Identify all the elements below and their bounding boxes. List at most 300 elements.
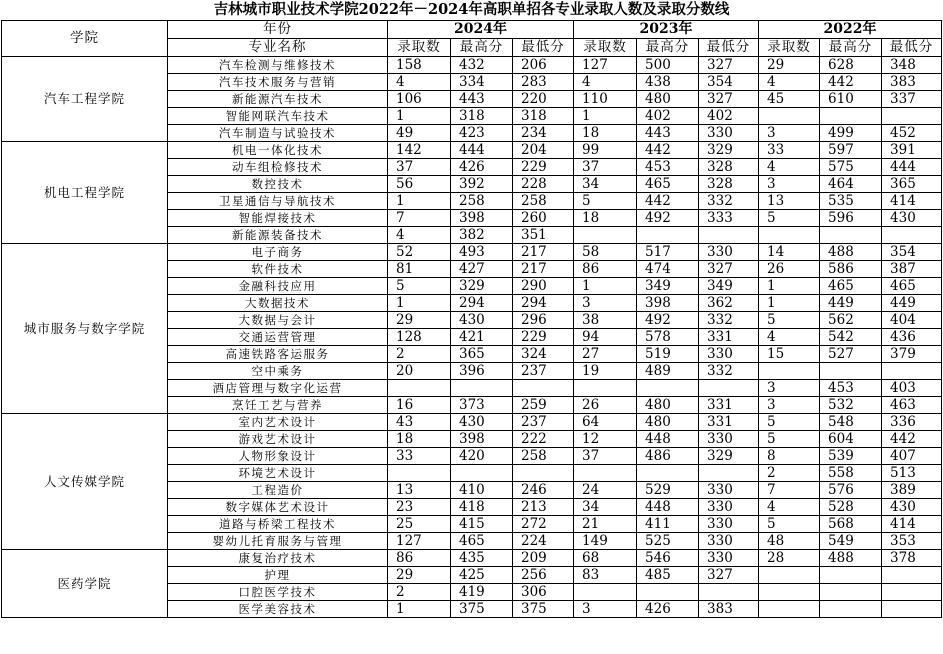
value-cell-2022-min: 407 [882, 448, 942, 465]
value-cell-2024-max: 373 [451, 397, 513, 414]
major-cell: 空中乘务 [168, 363, 388, 380]
value-cell-2022-count: 8 [759, 448, 820, 465]
value-cell-2022-max: 527 [820, 346, 882, 363]
value-cell-2022-count: 1 [759, 278, 820, 295]
college-cell: 人文传媒学院 [2, 414, 168, 550]
value-cell-2024-count: 43 [388, 414, 451, 431]
value-cell-2022-count [759, 601, 820, 618]
value-cell-2024-max: 423 [451, 125, 513, 142]
major-cell: 机电一体化技术 [168, 142, 388, 159]
value-cell-2022-count [759, 567, 820, 584]
value-cell-2022-max: 488 [820, 550, 882, 567]
value-cell-2023-max: 480 [637, 91, 699, 108]
value-cell-2022-max [820, 601, 882, 618]
value-cell-2024-max: 398 [451, 431, 513, 448]
value-cell-2024-min: 222 [513, 431, 574, 448]
value-cell-2023-max: 402 [637, 108, 699, 125]
value-cell-2022-count: 33 [759, 142, 820, 159]
value-cell-2024-min: 351 [513, 227, 574, 244]
value-cell-2024-min: 217 [513, 244, 574, 261]
value-cell-2024-max: 421 [451, 329, 513, 346]
value-cell-2023-min: 330 [699, 516, 759, 533]
value-cell-2024-min: 204 [513, 142, 574, 159]
year-2024-header: 2024年 [388, 21, 574, 39]
major-cell: 大数据技术 [168, 295, 388, 312]
metric-count-header: 录取数 [759, 39, 820, 57]
value-cell-2023-min: 327 [699, 567, 759, 584]
value-cell-2022-count: 48 [759, 533, 820, 550]
value-cell-2022-min: 414 [882, 193, 942, 210]
value-cell-2022-count: 2 [759, 465, 820, 482]
value-cell-2022-min: 389 [882, 482, 942, 499]
table-row [2, 57, 942, 74]
value-cell-2022-max: 597 [820, 142, 882, 159]
value-cell-2023-count: 127 [574, 57, 637, 74]
value-cell-2023-min: 330 [699, 244, 759, 261]
value-cell-2023-count: 37 [574, 159, 637, 176]
value-cell-2024-min: 258 [513, 193, 574, 210]
value-cell-2022-count: 26 [759, 261, 820, 278]
value-cell-2024-min: 229 [513, 329, 574, 346]
value-cell-2023-min: 327 [699, 57, 759, 74]
value-cell-2024-max: 435 [451, 550, 513, 567]
value-cell-2023-max: 519 [637, 346, 699, 363]
major-cell: 康复治疗技术 [168, 550, 388, 567]
major-cell: 电子商务 [168, 244, 388, 261]
value-cell-2022-max: 628 [820, 57, 882, 74]
value-cell-2023-max: 349 [637, 278, 699, 295]
college-cell: 城市服务与数字学院 [2, 244, 168, 414]
value-cell-2023-count: 58 [574, 244, 637, 261]
value-cell-2022-min: 354 [882, 244, 942, 261]
metric-count-header: 录取数 [574, 39, 637, 57]
value-cell-2023-count: 149 [574, 533, 637, 550]
value-cell-2022-min: 337 [882, 91, 942, 108]
value-cell-2022-count [759, 108, 820, 125]
value-cell-2023-count: 19 [574, 363, 637, 380]
value-cell-2022-min: 378 [882, 550, 942, 567]
value-cell-2024-count: 13 [388, 482, 451, 499]
value-cell-2022-count: 3 [759, 125, 820, 142]
value-cell-2022-count: 5 [759, 312, 820, 329]
major-cell: 动车组检修技术 [168, 159, 388, 176]
value-cell-2023-count: 64 [574, 414, 637, 431]
value-cell-2024-count: 7 [388, 210, 451, 227]
metric-max-header: 最高分 [820, 39, 882, 57]
value-cell-2022-count [759, 584, 820, 601]
value-cell-2024-min: 234 [513, 125, 574, 142]
value-cell-2023-min [699, 584, 759, 601]
value-cell-2022-max [820, 584, 882, 601]
value-cell-2023-count [574, 227, 637, 244]
value-cell-2024-max: 258 [451, 193, 513, 210]
value-cell-2022-max: 449 [820, 295, 882, 312]
value-cell-2022-min: 444 [882, 159, 942, 176]
value-cell-2023-count: 3 [574, 601, 637, 618]
value-cell-2024-count: 2 [388, 346, 451, 363]
value-cell-2023-min: 328 [699, 159, 759, 176]
value-cell-2023-min: 329 [699, 142, 759, 159]
value-cell-2024-count: 127 [388, 533, 451, 550]
value-cell-2022-min: 387 [882, 261, 942, 278]
admission-table [1, 20, 942, 618]
value-cell-2022-min: 404 [882, 312, 942, 329]
value-cell-2022-max: 488 [820, 244, 882, 261]
value-cell-2023-max: 480 [637, 414, 699, 431]
major-cell: 护理 [168, 567, 388, 584]
value-cell-2024-max: 419 [451, 584, 513, 601]
major-cell: 婴幼儿托育服务与管理 [168, 533, 388, 550]
value-cell-2023-max: 489 [637, 363, 699, 380]
value-cell-2023-count: 86 [574, 261, 637, 278]
value-cell-2023-min: 332 [699, 312, 759, 329]
value-cell-2024-count: 4 [388, 227, 451, 244]
value-cell-2023-max: 546 [637, 550, 699, 567]
value-cell-2023-min: 331 [699, 397, 759, 414]
major-cell: 道路与桥梁工程技术 [168, 516, 388, 533]
college-cell: 汽车工程学院 [2, 57, 168, 142]
value-cell-2023-min: 383 [699, 601, 759, 618]
value-cell-2022-max: 539 [820, 448, 882, 465]
value-cell-2022-min: 353 [882, 533, 942, 550]
value-cell-2023-max: 426 [637, 601, 699, 618]
value-cell-2023-max: 480 [637, 397, 699, 414]
value-cell-2022-min: 430 [882, 210, 942, 227]
major-cell: 大数据与会计 [168, 312, 388, 329]
value-cell-2023-count: 110 [574, 91, 637, 108]
value-cell-2023-min: 333 [699, 210, 759, 227]
value-cell-2022-max: 596 [820, 210, 882, 227]
value-cell-2024-count: 1 [388, 601, 451, 618]
value-cell-2023-count: 34 [574, 499, 637, 516]
value-cell-2024-max: 318 [451, 108, 513, 125]
value-cell-2023-count: 94 [574, 329, 637, 346]
major-cell: 汽车制造与试验技术 [168, 125, 388, 142]
value-cell-2022-max: 465 [820, 278, 882, 295]
value-cell-2022-min: 414 [882, 516, 942, 533]
major-cell: 交通运营管理 [168, 329, 388, 346]
value-cell-2023-min: 327 [699, 91, 759, 108]
value-cell-2023-min [699, 465, 759, 482]
value-cell-2022-min: 391 [882, 142, 942, 159]
value-cell-2024-count: 86 [388, 550, 451, 567]
value-cell-2022-max: 442 [820, 74, 882, 91]
value-cell-2023-max: 578 [637, 329, 699, 346]
metric-count-header: 录取数 [388, 39, 451, 57]
major-cell: 智能网联汽车技术 [168, 108, 388, 125]
major-cell: 金融科技应用 [168, 278, 388, 295]
value-cell-2023-count: 1 [574, 108, 637, 125]
metric-min-header: 最低分 [882, 39, 942, 57]
value-cell-2023-min: 402 [699, 108, 759, 125]
value-cell-2022-max: 542 [820, 329, 882, 346]
table-body [2, 21, 942, 618]
metric-max-header: 最高分 [451, 39, 513, 57]
value-cell-2024-max: 425 [451, 567, 513, 584]
value-cell-2022-max: 562 [820, 312, 882, 329]
value-cell-2022-count: 5 [759, 414, 820, 431]
value-cell-2022-count: 5 [759, 516, 820, 533]
value-cell-2024-count: 29 [388, 567, 451, 584]
value-cell-2024-max: 365 [451, 346, 513, 363]
value-cell-2024-min: 220 [513, 91, 574, 108]
value-cell-2024-max: 329 [451, 278, 513, 295]
value-cell-2024-min: 217 [513, 261, 574, 278]
value-cell-2022-max: 549 [820, 533, 882, 550]
value-cell-2022-min: 403 [882, 380, 942, 397]
value-cell-2022-min: 348 [882, 57, 942, 74]
college-cell: 医药学院 [2, 550, 168, 618]
value-cell-2022-max [820, 567, 882, 584]
value-cell-2024-max: 427 [451, 261, 513, 278]
value-cell-2023-min [699, 227, 759, 244]
value-cell-2023-min: 331 [699, 414, 759, 431]
value-cell-2023-count: 24 [574, 482, 637, 499]
value-cell-2024-count: 5 [388, 278, 451, 295]
value-cell-2022-min: 449 [882, 295, 942, 312]
value-cell-2022-max: 464 [820, 176, 882, 193]
value-cell-2022-count: 45 [759, 91, 820, 108]
value-cell-2023-count: 5 [574, 193, 637, 210]
major-cell: 工程造价 [168, 482, 388, 499]
value-cell-2023-min: 330 [699, 550, 759, 567]
value-cell-2024-min: 256 [513, 567, 574, 584]
year-2023-header: 2023年 [574, 21, 759, 39]
value-cell-2024-min: 224 [513, 533, 574, 550]
value-cell-2023-min [699, 380, 759, 397]
value-cell-2023-max: 453 [637, 159, 699, 176]
value-cell-2023-max: 411 [637, 516, 699, 533]
value-cell-2024-max: 382 [451, 227, 513, 244]
value-cell-2023-max [637, 380, 699, 397]
value-cell-2023-count: 3 [574, 295, 637, 312]
value-cell-2022-count: 4 [759, 159, 820, 176]
value-cell-2024-min: 237 [513, 414, 574, 431]
value-cell-2024-max: 375 [451, 601, 513, 618]
value-cell-2022-max: 558 [820, 465, 882, 482]
value-cell-2023-count: 4 [574, 74, 637, 91]
value-cell-2024-max: 420 [451, 448, 513, 465]
value-cell-2024-min: 206 [513, 57, 574, 74]
value-cell-2024-min: 306 [513, 584, 574, 601]
value-cell-2022-count: 28 [759, 550, 820, 567]
value-cell-2024-count: 25 [388, 516, 451, 533]
value-cell-2023-max: 442 [637, 142, 699, 159]
value-cell-2024-count: 2 [388, 584, 451, 601]
value-cell-2022-count: 3 [759, 176, 820, 193]
major-cell: 智能焊接技术 [168, 210, 388, 227]
value-cell-2023-min: 349 [699, 278, 759, 295]
value-cell-2023-max [637, 465, 699, 482]
value-cell-2022-min: 442 [882, 431, 942, 448]
value-cell-2022-min: 436 [882, 329, 942, 346]
value-cell-2024-count: 23 [388, 499, 451, 516]
value-cell-2022-count: 14 [759, 244, 820, 261]
value-cell-2022-max: 548 [820, 414, 882, 431]
value-cell-2023-max: 525 [637, 533, 699, 550]
value-cell-2024-max: 426 [451, 159, 513, 176]
value-cell-2022-min: 430 [882, 499, 942, 516]
metric-min-header: 最低分 [699, 39, 759, 57]
value-cell-2023-max: 492 [637, 312, 699, 329]
value-cell-2022-max [820, 227, 882, 244]
value-cell-2022-min: 452 [882, 125, 942, 142]
major-cell: 人物形象设计 [168, 448, 388, 465]
value-cell-2023-min: 330 [699, 533, 759, 550]
major-cell: 数控技术 [168, 176, 388, 193]
value-cell-2022-min: 463 [882, 397, 942, 414]
value-cell-2024-min: 229 [513, 159, 574, 176]
value-cell-2023-max: 492 [637, 210, 699, 227]
value-cell-2022-min [882, 584, 942, 601]
value-cell-2022-count: 5 [759, 431, 820, 448]
year-header: 年份 [168, 21, 388, 39]
value-cell-2024-min: 213 [513, 499, 574, 516]
value-cell-2022-min [882, 108, 942, 125]
value-cell-2023-count: 34 [574, 176, 637, 193]
value-cell-2024-count [388, 465, 451, 482]
value-cell-2022-count: 7 [759, 482, 820, 499]
header-row-years [2, 21, 942, 39]
value-cell-2023-max: 398 [637, 295, 699, 312]
major-cell: 环境艺术设计 [168, 465, 388, 482]
value-cell-2023-count: 99 [574, 142, 637, 159]
value-cell-2022-count: 4 [759, 74, 820, 91]
value-cell-2022-count: 15 [759, 346, 820, 363]
value-cell-2024-max: 443 [451, 91, 513, 108]
college-header: 学院 [2, 21, 168, 57]
value-cell-2024-min: 290 [513, 278, 574, 295]
major-cell: 医学美容技术 [168, 601, 388, 618]
value-cell-2022-max [820, 108, 882, 125]
value-cell-2024-count: 106 [388, 91, 451, 108]
value-cell-2024-max: 392 [451, 176, 513, 193]
value-cell-2024-max: 410 [451, 482, 513, 499]
major-header: 专业名称 [168, 39, 388, 57]
value-cell-2024-min [513, 380, 574, 397]
value-cell-2023-max: 438 [637, 74, 699, 91]
value-cell-2024-count: 1 [388, 295, 451, 312]
value-cell-2023-count: 1 [574, 278, 637, 295]
value-cell-2022-count [759, 363, 820, 380]
value-cell-2022-count [759, 227, 820, 244]
college-cell: 机电工程学院 [2, 142, 168, 244]
value-cell-2024-count: 18 [388, 431, 451, 448]
value-cell-2024-max: 493 [451, 244, 513, 261]
value-cell-2024-count: 37 [388, 159, 451, 176]
value-cell-2022-max: 499 [820, 125, 882, 142]
value-cell-2022-min: 365 [882, 176, 942, 193]
value-cell-2024-min: 283 [513, 74, 574, 91]
value-cell-2024-max [451, 380, 513, 397]
table-row [2, 414, 942, 431]
value-cell-2023-max: 448 [637, 499, 699, 516]
value-cell-2023-count [574, 380, 637, 397]
value-cell-2024-min: 259 [513, 397, 574, 414]
value-cell-2023-min: 328 [699, 176, 759, 193]
value-cell-2023-min: 330 [699, 431, 759, 448]
value-cell-2024-max [451, 465, 513, 482]
value-cell-2024-max: 444 [451, 142, 513, 159]
value-cell-2023-count: 18 [574, 125, 637, 142]
value-cell-2023-count: 26 [574, 397, 637, 414]
value-cell-2023-count: 27 [574, 346, 637, 363]
value-cell-2024-count: 16 [388, 397, 451, 414]
value-cell-2023-min: 331 [699, 329, 759, 346]
value-cell-2022-max: 568 [820, 516, 882, 533]
value-cell-2023-max: 500 [637, 57, 699, 74]
value-cell-2022-max: 586 [820, 261, 882, 278]
major-cell: 高速铁路客运服务 [168, 346, 388, 363]
value-cell-2022-count: 13 [759, 193, 820, 210]
value-cell-2024-count: 49 [388, 125, 451, 142]
value-cell-2023-max: 485 [637, 567, 699, 584]
value-cell-2023-min: 330 [699, 346, 759, 363]
value-cell-2023-count: 18 [574, 210, 637, 227]
value-cell-2022-count: 4 [759, 329, 820, 346]
value-cell-2024-max: 396 [451, 363, 513, 380]
document-title: 吉林城市职业技术学院2022年－2024年高职单招各专业录取人数及录取分数线 [213, 1, 730, 18]
value-cell-2023-count: 21 [574, 516, 637, 533]
value-cell-2024-max: 415 [451, 516, 513, 533]
table-row [2, 550, 942, 567]
value-cell-2023-min: 327 [699, 261, 759, 278]
value-cell-2024-min [513, 465, 574, 482]
major-cell: 烹饪工艺与营养 [168, 397, 388, 414]
value-cell-2024-min: 375 [513, 601, 574, 618]
value-cell-2024-count: 20 [388, 363, 451, 380]
value-cell-2024-count: 142 [388, 142, 451, 159]
value-cell-2023-max [637, 584, 699, 601]
value-cell-2023-min: 362 [699, 295, 759, 312]
value-cell-2023-count: 83 [574, 567, 637, 584]
major-cell: 游戏艺术设计 [168, 431, 388, 448]
value-cell-2023-count: 38 [574, 312, 637, 329]
value-cell-2024-min: 294 [513, 295, 574, 312]
value-cell-2024-count: 4 [388, 74, 451, 91]
value-cell-2023-count [574, 465, 637, 482]
value-cell-2023-count: 37 [574, 448, 637, 465]
value-cell-2023-count: 12 [574, 431, 637, 448]
value-cell-2022-min [882, 363, 942, 380]
value-cell-2023-max: 443 [637, 125, 699, 142]
major-cell: 新能源汽车技术 [168, 91, 388, 108]
value-cell-2022-min: 383 [882, 74, 942, 91]
value-cell-2022-min [882, 227, 942, 244]
value-cell-2024-count: 29 [388, 312, 451, 329]
value-cell-2022-count: 3 [759, 380, 820, 397]
value-cell-2024-count: 1 [388, 193, 451, 210]
year-2022-header: 2022年 [759, 21, 942, 39]
value-cell-2024-count: 52 [388, 244, 451, 261]
value-cell-2024-max: 418 [451, 499, 513, 516]
major-cell: 汽车技术服务与营销 [168, 74, 388, 91]
value-cell-2023-count: 68 [574, 550, 637, 567]
value-cell-2022-max: 604 [820, 431, 882, 448]
value-cell-2024-min: 258 [513, 448, 574, 465]
value-cell-2023-min: 332 [699, 363, 759, 380]
table-row [2, 244, 942, 261]
value-cell-2023-min: 354 [699, 74, 759, 91]
value-cell-2024-max: 294 [451, 295, 513, 312]
major-cell: 数字媒体艺术设计 [168, 499, 388, 516]
value-cell-2022-count: 3 [759, 397, 820, 414]
value-cell-2023-max: 442 [637, 193, 699, 210]
value-cell-2022-max: 576 [820, 482, 882, 499]
value-cell-2022-min: 465 [882, 278, 942, 295]
value-cell-2022-min: 379 [882, 346, 942, 363]
value-cell-2024-max: 430 [451, 414, 513, 431]
